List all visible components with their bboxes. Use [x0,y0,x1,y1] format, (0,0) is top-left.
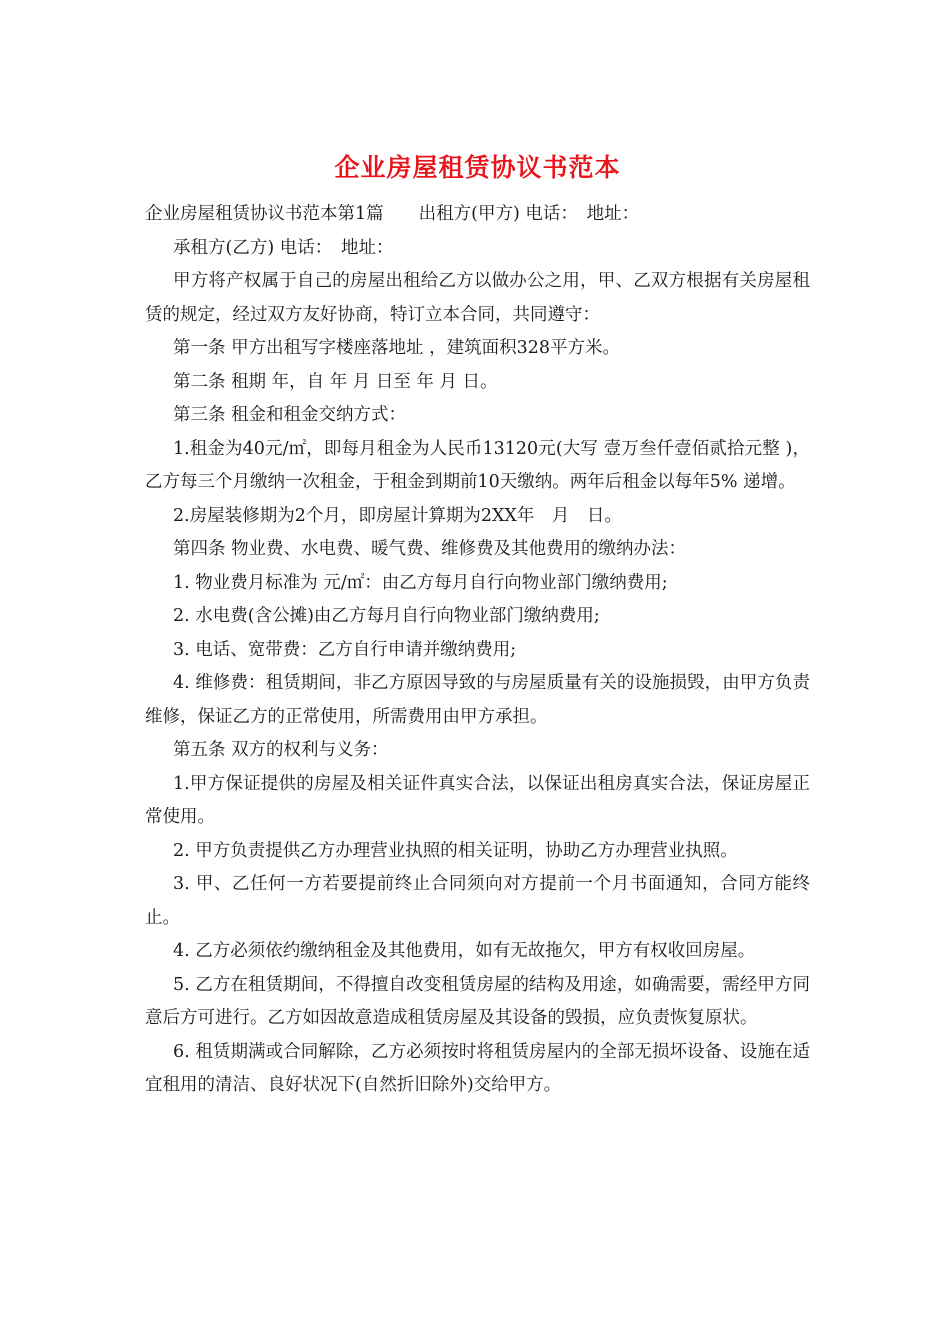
article-4-item-4: 4. 维修费：租赁期间，非乙方原因导致的与房屋质量有关的设施损毁，由甲方负责维修，保证乙方的正常使用，所需费用由甲方承担。 [145,673,810,727]
article-5-item-6: 6. 租赁期满或合同解除，乙方必须按时将租赁房屋内的全部无损坏设备、设施在适宜租用的清洁、良好状况下(自然折旧除外)交给甲方。 [145,1041,810,1095]
article-4-heading: 第四条 物业费、水电费、暖气费、维修费及其他费用的缴纳办法： [173,539,687,559]
article-3-item-1: 1.租金为40元/㎡，即每月租金为人民币13120元(大写 壹万叁仟壹佰贰拾元整 )，乙方每三个月缴纳一次租金，于租金到期前10天缴纳。两年后租金以每年5% 递增。 [145,438,810,492]
article-1: 第一条 甲方出租写字楼座落地址 ，建筑面积328平方米。 [173,338,621,358]
intro-line: 企业房屋租赁协议书范本第1篇 出租方(甲方) 电话： 地址： [145,204,640,224]
article-5-item-1: 1.甲方保证提供的房屋及相关证件真实合法，以保证出租房真实合法，保证房屋正常使用。 [145,773,810,827]
article-3-item-2: 2.房屋装修期为2个月，即房屋计算期为2XX年 月 日。 [173,505,622,526]
article-2: 第二条 租期 年，自 年 月 日至 年 月 日。 [173,371,498,392]
document-body [145,198,810,1103]
article-5-item-4: 4. 乙方必须依约缴纳租金及其他费用，如有无故拖欠，甲方有权收回房屋。 [173,941,756,961]
article-5-heading: 第五条 双方的权利与义务： [173,740,389,760]
document-title: 企业房屋租赁协议书范本 [334,153,621,182]
article-5-item-3: 3. 甲、乙任何一方若要提前终止合同须向对方提前一个月书面通知，合同方能终止。 [145,874,810,928]
lessee-line: 承租方(乙方) 电话： 地址： [173,237,394,258]
document-page [145,150,810,1103]
article-4-item-2: 2. 水电费(含公摊)由乙方每月自行向物业部门缴纳费用; [173,606,600,626]
article-5-item-5: 5. 乙方在租赁期间，不得擅自改变租赁房屋的结构及用途，如确需要，需经甲方同意后方可进行。乙方如因故意造成租赁房屋及其设备的毁损，应负责恢复原状。 [145,974,810,1028]
article-4-item-3: 3. 电话、宽带费：乙方自行申请并缴纳费用; [173,639,517,660]
article-5-item-2: 2. 甲方负责提供乙方办理营业执照的相关证明，协助乙方办理营业执照。 [173,840,738,861]
article-3-heading: 第三条 租金和租金交纳方式： [173,405,407,425]
preamble-paragraph: 甲方将产权属于自己的房屋出租给乙方以做办公之用，甲、乙双方根据有关房屋租赁的规定，经过双方友好协商，特订立本合同，共同遵守： [145,271,810,325]
article-4-item-1: 1. 物业费月标准为 元/㎡：由乙方每月自行向物业部门缴纳费用; [173,572,668,593]
